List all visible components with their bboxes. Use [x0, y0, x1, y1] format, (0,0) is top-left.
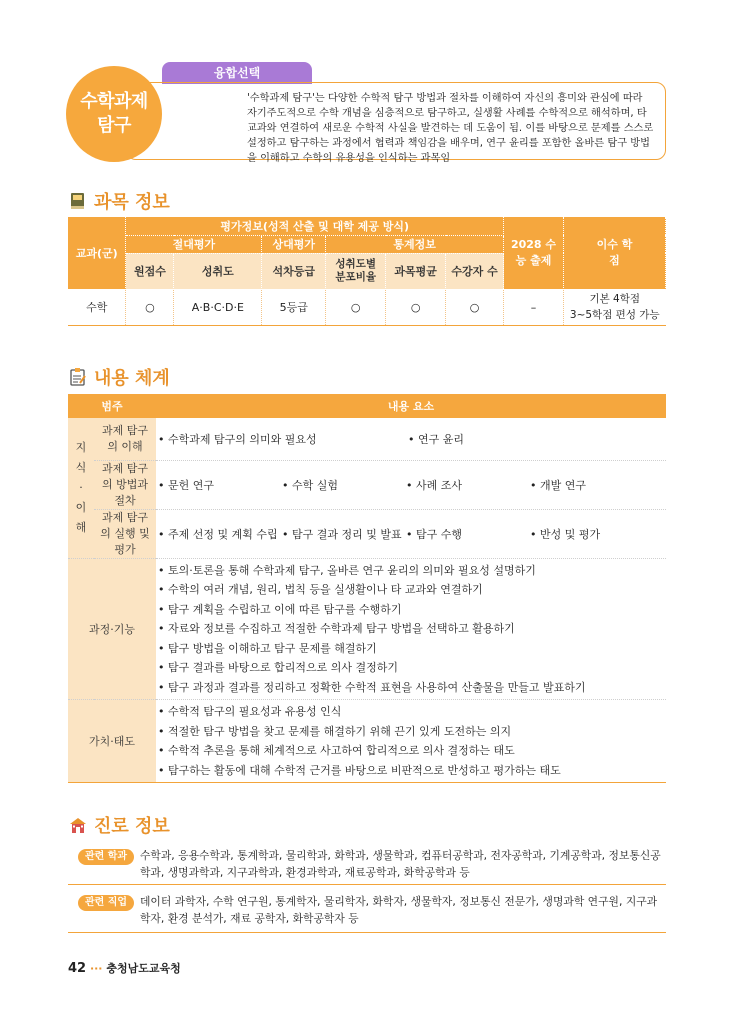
footer-org: 충청남도교육청 [106, 962, 181, 975]
element-item: • 문헌 연구 [158, 478, 215, 492]
subject-description [126, 82, 666, 164]
subject-title-line2: 탐구 [97, 115, 131, 136]
item-text: 탐구하는 활동에 대해 수학적 근거를 바탕으로 비판적으로 반성하고 평가하는 태도 [168, 763, 561, 777]
col-ach-dist: 성취도별 분포비율 [326, 253, 386, 289]
value-label: 가치·태도 [68, 700, 156, 783]
list-item: • 수학적 추론을 통해 체계적으로 사고하여 합리적으로 의사 결정하는 태도 [158, 744, 515, 757]
related-departments [68, 847, 666, 885]
list-item: • 적절한 탐구 방법을 찾고 문제를 해결하기 위해 끈기 있게 도전하는 의지 [158, 724, 512, 738]
school-icon [68, 815, 88, 835]
table-row [68, 289, 666, 325]
process-label: 과정·기능 [68, 558, 156, 700]
col-elements: 내용 요소 [156, 394, 666, 418]
element-text: 문헌 연구 [168, 478, 215, 492]
process-items [156, 558, 666, 700]
value-items [156, 700, 666, 783]
related-jobs [68, 893, 666, 933]
list-item: • 토의·토론을 통해 수학과제 탐구, 올바른 연구 윤리의 의미와 필요성 설명하기 [158, 563, 536, 577]
cell-csat: – [504, 289, 564, 325]
list-item: • 탐구 결과를 바탕으로 합리적으로 의사 결정하기 [158, 661, 399, 674]
book-icon [68, 191, 88, 211]
knowledge-text: 지 식 · 이 해 [75, 440, 87, 534]
col-rank: 석차등급 [262, 253, 326, 289]
col-category: 범주 [68, 394, 156, 418]
item-text: 자료와 정보를 수집하고 적절한 수학과제 탐구 방법을 선택하고 활용하기 [168, 622, 515, 635]
section-title: 과목 정보 [94, 192, 170, 213]
row-name: 과제 탐구의 이해 [94, 418, 156, 460]
credits-line2: 3~5학점 편성 가능 [569, 309, 660, 321]
col-achievement: 성취도 [174, 253, 262, 289]
cell-ach-dist: ○ [326, 289, 386, 325]
cell-students: ○ [446, 289, 504, 325]
col-absolute: 절대평가 [126, 235, 262, 253]
list-item: • 탐구 과정과 결과를 정리하고 정확한 수학적 표현을 사용하여 산출물을 만들고 발표하기 [158, 680, 586, 694]
element-text: 반성 및 평가 [540, 527, 601, 541]
subject-info-table [68, 217, 666, 326]
section-title: 내용 체계 [94, 368, 170, 389]
list-item: • 수학적 탐구의 필요성과 유용성 인식 [158, 705, 342, 718]
item-text: 탐구 결과를 바탕으로 합리적으로 의사 결정하기 [168, 661, 399, 674]
col-avg: 과목평균 [386, 253, 446, 289]
table-row [68, 418, 666, 460]
cell-rank: 5등급 [262, 289, 326, 325]
element-text: 수학과제 탐구의 의미와 필요성 [168, 432, 317, 446]
page-footer [68, 960, 181, 976]
element-item: • 수학 실험 [282, 478, 339, 492]
element-text: 사례 조사 [416, 478, 463, 492]
section-career-info [68, 812, 170, 838]
page-number: 42 [68, 961, 87, 976]
element-item: • 개발 연구 [530, 478, 587, 492]
col-subject-group: 교과(군) [68, 217, 126, 289]
row-name: 과제 탐구의 실행 및 평가 [94, 509, 156, 558]
element-item: • 반성 및 평가 [530, 527, 601, 541]
elective-tag: 융합선택 [162, 62, 312, 84]
element-item: • 탐구 수행 [406, 527, 463, 541]
list-item: • 탐구하는 활동에 대해 수학적 근거를 바탕으로 비판적으로 반성하고 평가하는 태도 [158, 763, 561, 777]
content-system-table [68, 394, 666, 783]
table-row [68, 460, 666, 509]
item-text: 수학적 탐구의 필요성과 유용성 인식 [168, 705, 342, 718]
subject-header [66, 60, 668, 164]
description-text: '수학과제 탐구'는 다양한 수학적 탐구 방법과 절차를 이해하여 자신의 흥미와 관심에 따라 자기주도적으로 수학 개념을 심층적으로 탐구하고, 실생활 사례를 수학적으로 해석하며, 타 교과와 연결하여 새로운 수학적 사실을 발견하는 데 도움이 됨. 이를 바탕으로 문제를 스스로 설정하고 탐구하는 과정에서 협력과 책임감을 배우며, 연구 윤리를 포함한 올바른 탐구 방법을 이해하고 수학의 유용성을 인식하는 과목임 [247, 93, 654, 164]
dept-text: 수학과, 응용수학과, 통계학과, 물리학과, 화학과, 생물학과, 컴퓨터공학과, 전자공학과, 기계공학과, 정보통신공학과, 생명과학과, 지구과학과, 환경과학과, 재료공학과, 화학공학과 등 [140, 849, 661, 879]
row-name: 과제 탐구의 방법과 절차 [94, 460, 156, 509]
elements [156, 418, 666, 460]
element-text: 개발 연구 [540, 478, 587, 492]
elements [156, 509, 666, 558]
dept-label: 관련 학과 [78, 849, 134, 865]
section-content-system [68, 364, 170, 390]
element-item: • 탐구 결과 정리 및 발표 [282, 527, 402, 541]
item-text: 탐구 과정과 결과를 정리하고 정확한 수학적 표현을 사용하여 산출물을 만들고 발표하기 [168, 680, 586, 694]
section-subject-info [68, 188, 170, 214]
elements [156, 460, 666, 509]
section-title: 진로 정보 [94, 816, 170, 837]
element-item: • 연구 윤리 [408, 432, 465, 446]
subject-title-line1: 수학과제 [80, 91, 148, 112]
job-text: 데이터 과학자, 수학 연구원, 통계학자, 물리학자, 화학자, 생물학자, 정보통신 전문가, 생명과학 연구원, 지구과학자, 환경 분석가, 재료 공학자, 화학공학자 등 [140, 895, 658, 925]
item-text: 탐구 계획을 수립하고 이에 따른 탐구를 수행하기 [168, 602, 402, 616]
clipboard-icon [68, 367, 88, 387]
cell-raw: ○ [126, 289, 174, 325]
table-row [68, 509, 666, 558]
item-text: 탐구 방법을 이해하고 탐구 문제를 해결하기 [168, 641, 377, 655]
col-raw: 원점수 [126, 253, 174, 289]
list-item: • 자료와 정보를 수집하고 적절한 수학과제 탐구 방법을 선택하고 활용하기 [158, 622, 515, 635]
cell-avg: ○ [386, 289, 446, 325]
job-label: 관련 직업 [78, 895, 134, 911]
cell-credits [563, 289, 665, 325]
list-item: • 탐구 계획을 수립하고 이에 따른 탐구를 수행하기 [158, 602, 402, 616]
element-text: 탐구 결과 정리 및 발표 [292, 527, 402, 541]
subject-title-badge [66, 66, 162, 162]
col-eval-info: 평가정보(성적 산출 및 대학 제공 방식) [126, 217, 504, 235]
item-text: 토의·토론을 통해 수학과제 탐구, 올바른 연구 윤리의 의미와 필요성 설명하기 [168, 563, 536, 577]
list-item: • 수학의 여러 개념, 원리, 법칙 등을 실생활이나 타 교과와 연결하기 [158, 583, 483, 596]
element-text: 연구 윤리 [418, 432, 465, 446]
knowledge-label [68, 418, 94, 558]
table-row [68, 700, 666, 783]
col-credits: 이수 학점 [563, 217, 665, 289]
table-row [68, 558, 666, 700]
col-relative: 상대평가 [262, 235, 326, 253]
item-text: 수학의 여러 개념, 원리, 법칙 등을 실생활이나 타 교과와 연결하기 [168, 583, 483, 596]
cell-achievement: A·B·C·D·E [174, 289, 262, 325]
credits-line1: 기본 4학점 [589, 293, 641, 305]
col-stats: 통계정보 [326, 235, 504, 253]
item-text: 수학적 추론을 통해 체계적으로 사고하여 합리적으로 의사 결정하는 태도 [168, 744, 515, 757]
list-item: • 탐구 방법을 이해하고 탐구 문제를 해결하기 [158, 641, 377, 655]
element-item: • 수학과제 탐구의 의미와 필요성 [158, 432, 317, 446]
element-item: • 주제 선정 및 계획 수립 [158, 527, 278, 541]
element-item: • 사례 조사 [406, 478, 463, 492]
col-students: 수강자 수 [446, 253, 504, 289]
element-text: 주제 선정 및 계획 수립 [168, 527, 278, 541]
item-text: 적절한 탐구 방법을 찾고 문제를 해결하기 위해 끈기 있게 도전하는 의지 [168, 724, 512, 738]
footer-dots: ··· [89, 962, 103, 975]
element-text: 탐구 수행 [416, 527, 463, 541]
col-csat: 2028 수능 출제 [504, 217, 564, 289]
cell-group: 수학 [68, 289, 126, 325]
element-text: 수학 실험 [292, 478, 339, 492]
